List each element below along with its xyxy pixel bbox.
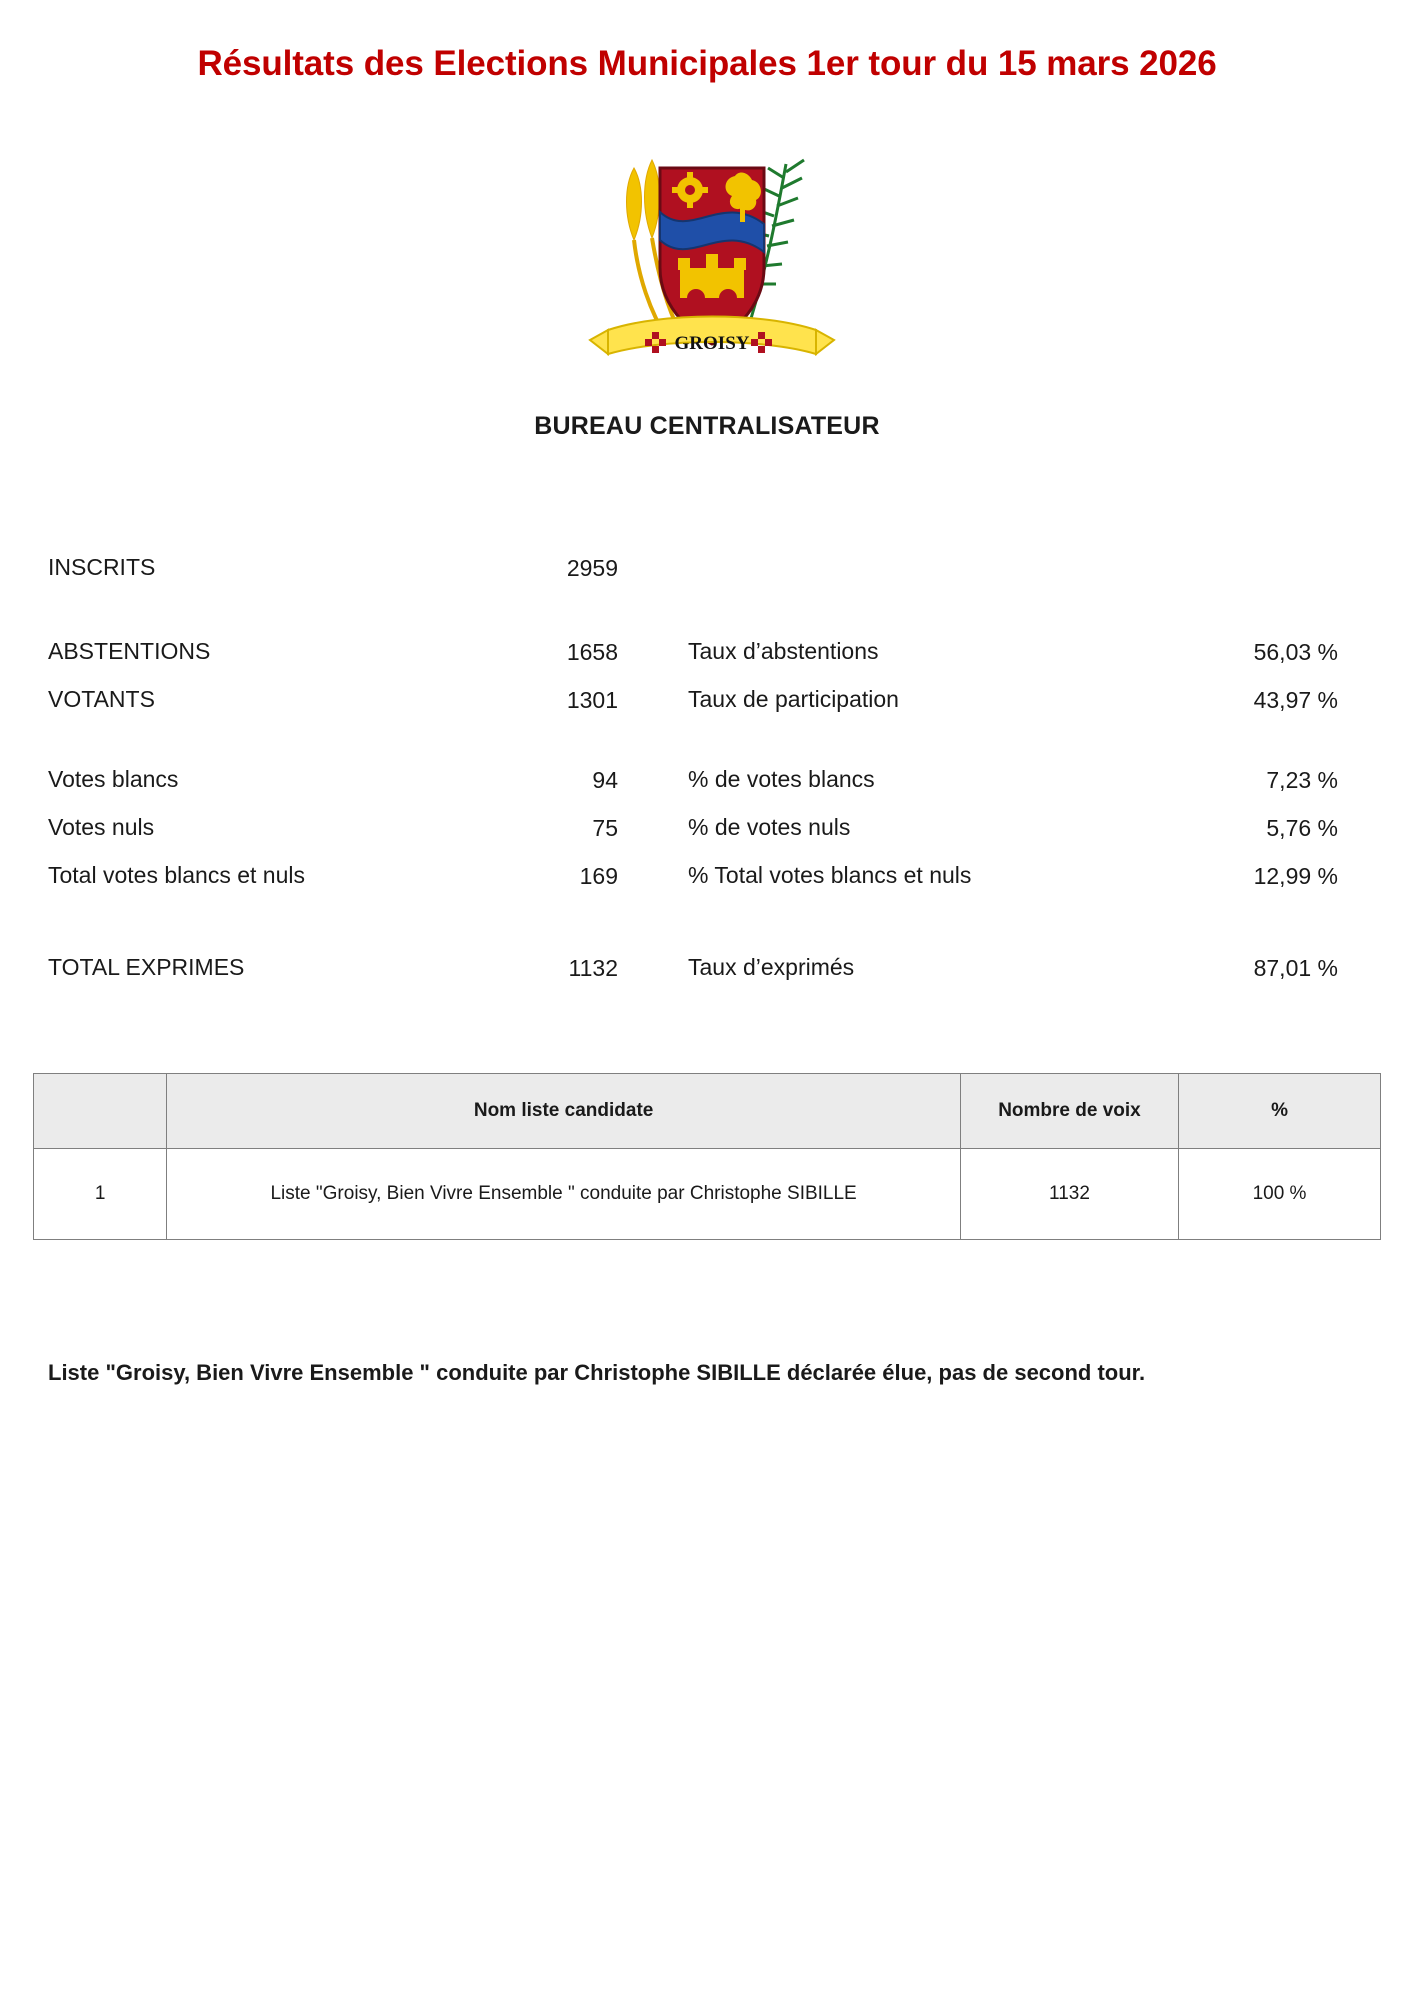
header-votes: Nombre de voix: [960, 1074, 1178, 1149]
stat-row-votes-nuls: [48, 811, 1366, 845]
results-table: [33, 1073, 1381, 1240]
votes-nuls-rate-value: 5,76 %: [1266, 814, 1338, 841]
votants-rate-label: Taux de participation: [688, 686, 899, 713]
header-name: Nom liste candidate: [167, 1074, 961, 1149]
votes-blancs-rate-value: 7,23 %: [1266, 766, 1338, 793]
total-exprimes-value: 1132: [568, 954, 618, 981]
total-exprimes-rate-value: 87,01 %: [1253, 954, 1338, 981]
spacer-1: [48, 585, 1366, 635]
spacer-2: [48, 717, 1366, 763]
votes-nuls-rate-label: % de votes nuls: [688, 814, 851, 841]
table-row: [34, 1149, 1381, 1240]
groisy-coat-of-arms-icon: [572, 116, 842, 356]
inscrits-label: INSCRITS: [48, 554, 156, 581]
stat-row-inscrits: [48, 551, 1366, 585]
spacer-3: [48, 893, 1366, 951]
statistics-block: [0, 551, 1414, 985]
stat-row-total-exprimes: [48, 951, 1366, 985]
stat-row-votes-blancs: [48, 763, 1366, 797]
abstentions-label: ABSTENTIONS: [48, 638, 211, 665]
total-blancs-nuls-rate-label: % Total votes blancs et nuls: [688, 862, 972, 889]
row-list-name: Liste "Groisy, Bien Vivre Ensemble " conduite par Christophe SIBILLE: [167, 1149, 961, 1240]
stat-row-votants: [48, 683, 1366, 717]
row-percent: 100 %: [1179, 1149, 1381, 1240]
result-statement: Liste "Groisy, Bien Vivre Ensemble " conduite par Christophe SIBILLE déclarée élue, pas de second tour.: [48, 1360, 1146, 1385]
header-rank: [34, 1074, 167, 1149]
votes-nuls-label: Votes nuls: [48, 814, 155, 841]
svg-text:GROISY: GROISY: [674, 333, 750, 354]
votes-blancs-label: Votes blancs: [48, 766, 179, 793]
abstentions-value: 1658: [566, 638, 618, 665]
bureau-subtitle: BUREAU CENTRALISATEUR: [534, 412, 880, 440]
total-blancs-nuls-value: 169: [579, 862, 618, 889]
votes-blancs-rate-label: % de votes blancs: [688, 766, 875, 793]
total-exprimes-label: TOTAL EXPRIMES: [48, 954, 245, 981]
abstentions-rate-label: Taux d’abstentions: [688, 638, 879, 665]
votants-rate-value: 43,97 %: [1253, 686, 1338, 713]
total-blancs-nuls-rate-value: 12,99 %: [1253, 862, 1338, 889]
votants-label: VOTANTS: [48, 686, 155, 713]
total-exprimes-rate-label: Taux d’exprimés: [688, 954, 855, 981]
table-header-row: [34, 1074, 1381, 1149]
stat-row-abstentions: [48, 635, 1366, 669]
total-blancs-nuls-label: Total votes blancs et nuls: [48, 862, 305, 889]
votants-value: 1301: [566, 686, 618, 713]
votes-blancs-value: 94: [592, 766, 618, 793]
row-rank: 1: [34, 1149, 167, 1240]
votes-nuls-value: 75: [592, 814, 618, 841]
stat-row-total-blancs-nuls: [48, 859, 1366, 893]
inscrits-value: 2959: [566, 554, 618, 581]
abstentions-rate-value: 56,03 %: [1253, 638, 1338, 665]
page-title: Résultats des Elections Municipales 1er tour du 15 mars 2026: [197, 44, 1217, 83]
crest-container: [0, 116, 1414, 356]
row-votes: 1132: [960, 1149, 1178, 1240]
header-percent: %: [1179, 1074, 1381, 1149]
